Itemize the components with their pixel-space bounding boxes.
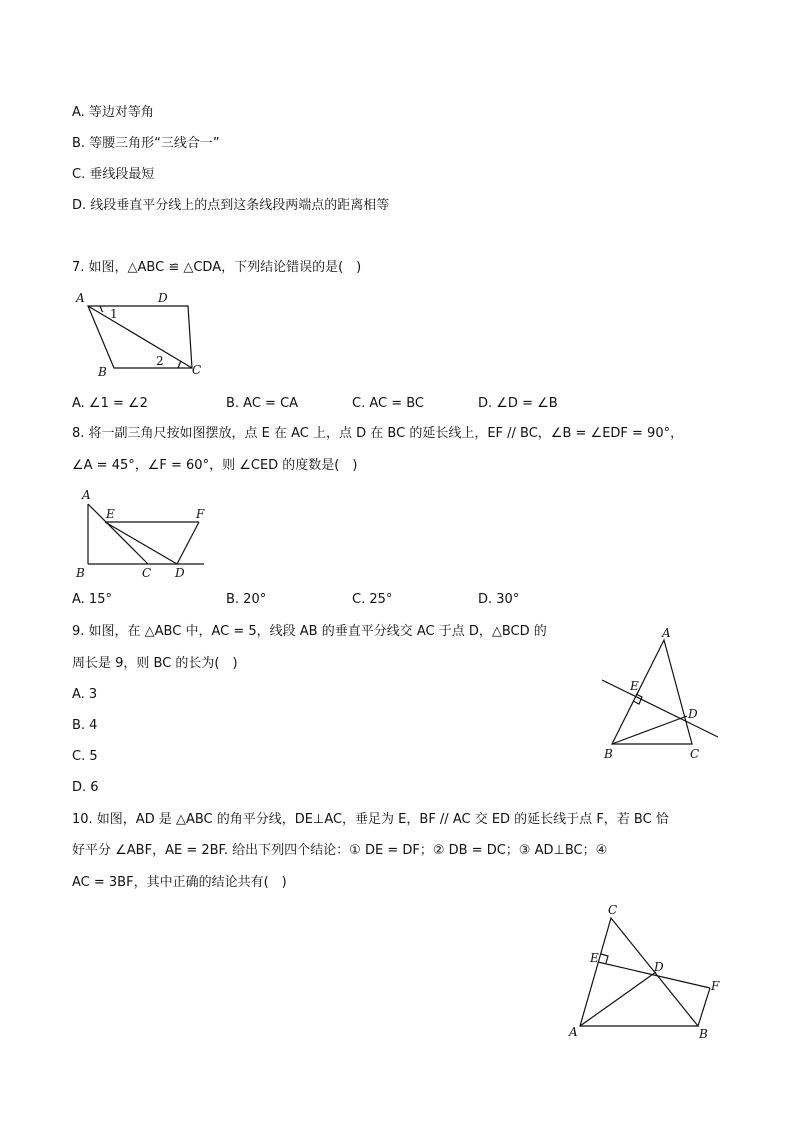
q9-label-c: C — [690, 747, 700, 761]
q8-stem-line1: 8. 将一副三角尺按如图摆放，点 E 在 AC 上，点 D 在 BC 的延长线上，EF // BC，∠B = ∠EDF = 90°， — [72, 426, 684, 441]
q8-figure — [72, 486, 212, 582]
q10-label-e: E — [590, 951, 599, 965]
q8-option-c: C. 25° — [352, 592, 393, 607]
q10-label-c: C — [608, 903, 618, 917]
q8-label-c: C — [142, 566, 152, 580]
q9-option-b: B. 4 — [72, 718, 98, 733]
q7-label-2: 2 — [156, 354, 164, 368]
q8-option-d: D. 30° — [478, 592, 520, 607]
q6-option-c: C. 垂线段最短 — [72, 167, 155, 182]
q9-option-c: C. 5 — [72, 749, 98, 764]
q6-option-b: B. 等腰三角形“三线合一” — [72, 136, 220, 151]
q9-label-b: B — [604, 747, 613, 761]
q10-label-a: A — [569, 1025, 578, 1039]
q7-label-c: C — [192, 363, 202, 377]
q9-stem-line2: 周长是 9，则 BC 的长为( ) — [72, 656, 238, 671]
q8-label-e: E — [106, 507, 115, 521]
q7-label-b: B — [98, 365, 107, 379]
q7-angle-2-arc — [178, 361, 181, 368]
q7-label-a: A — [76, 291, 85, 305]
q6-option-a: A. 等边对等角 — [72, 105, 154, 120]
q10-segment-fb — [698, 988, 710, 1026]
q9-option-d: D. 6 — [72, 780, 99, 795]
q7-label-d: D — [158, 291, 168, 305]
q10-stem-line1: 10. 如图，AD 是 △ABC 的角平分线，DE⊥AC，垂足为 E，BF // AC 交 ED 的延长线于点 F，若 BC 恰 — [72, 812, 669, 827]
q10-figure — [566, 900, 726, 1046]
q10-stem-line2: 好平分 ∠ABF，AE = 2BF. 给出下列四个结论：① DE = DF；② DB = DC；③ AD⊥BC；④ — [72, 843, 608, 858]
q7-option-c: C. AC = BC — [352, 396, 425, 411]
q9-label-d: D — [688, 707, 698, 721]
q7-figure — [70, 288, 220, 380]
q10-label-d: D — [654, 960, 664, 974]
q9-figure — [598, 622, 722, 764]
q8-option-a: A. 15° — [72, 592, 112, 607]
q10-label-b: B — [699, 1027, 708, 1041]
q7-option-d: D. ∠D = ∠B — [478, 396, 558, 411]
q10-label-f: F — [711, 979, 720, 993]
q9-option-a: A. 3 — [72, 687, 98, 702]
q8-stem-line2: ∠A = 45°，∠F = 60°，则 ∠CED 的度数是( ) — [72, 458, 358, 473]
q9-label-e: E — [630, 679, 639, 693]
q7-angle-1-arc — [100, 306, 103, 312]
q10-stem-line3: AC = 3BF，其中正确的结论共有( ) — [72, 875, 287, 890]
q8-label-a: A — [82, 488, 91, 502]
q10-right-angle-mark — [601, 954, 608, 963]
q7-stem: 7. 如图，△ABC ≌ △CDA，下列结论错误的是( ) — [72, 260, 362, 275]
q8-label-b: B — [76, 566, 85, 580]
q6-option-d: D. 线段垂直平分线上的点到这条线段两端点的距离相等 — [72, 198, 390, 213]
q8-side-fd — [177, 522, 199, 564]
q8-side-ac — [88, 504, 148, 564]
q7-label-1: 1 — [110, 307, 118, 321]
q9-label-a: A — [662, 626, 671, 640]
q7-diagonal-ac — [88, 306, 192, 368]
q10-bisector-ad — [580, 972, 656, 1026]
q7-option-a: A. ∠1 = ∠2 — [72, 396, 148, 411]
q8-label-f: F — [196, 507, 205, 521]
q7-option-b: B. AC = CA — [226, 396, 299, 411]
q8-label-d: D — [175, 566, 185, 580]
q9-stem-line1: 9. 如图，在 △ABC 中，AC = 5，线段 AB 的垂直平分线交 AC 于点 D，△BCD 的 — [72, 624, 547, 639]
q9-triangle-abc — [612, 640, 692, 744]
q8-option-b: B. 20° — [226, 592, 267, 607]
